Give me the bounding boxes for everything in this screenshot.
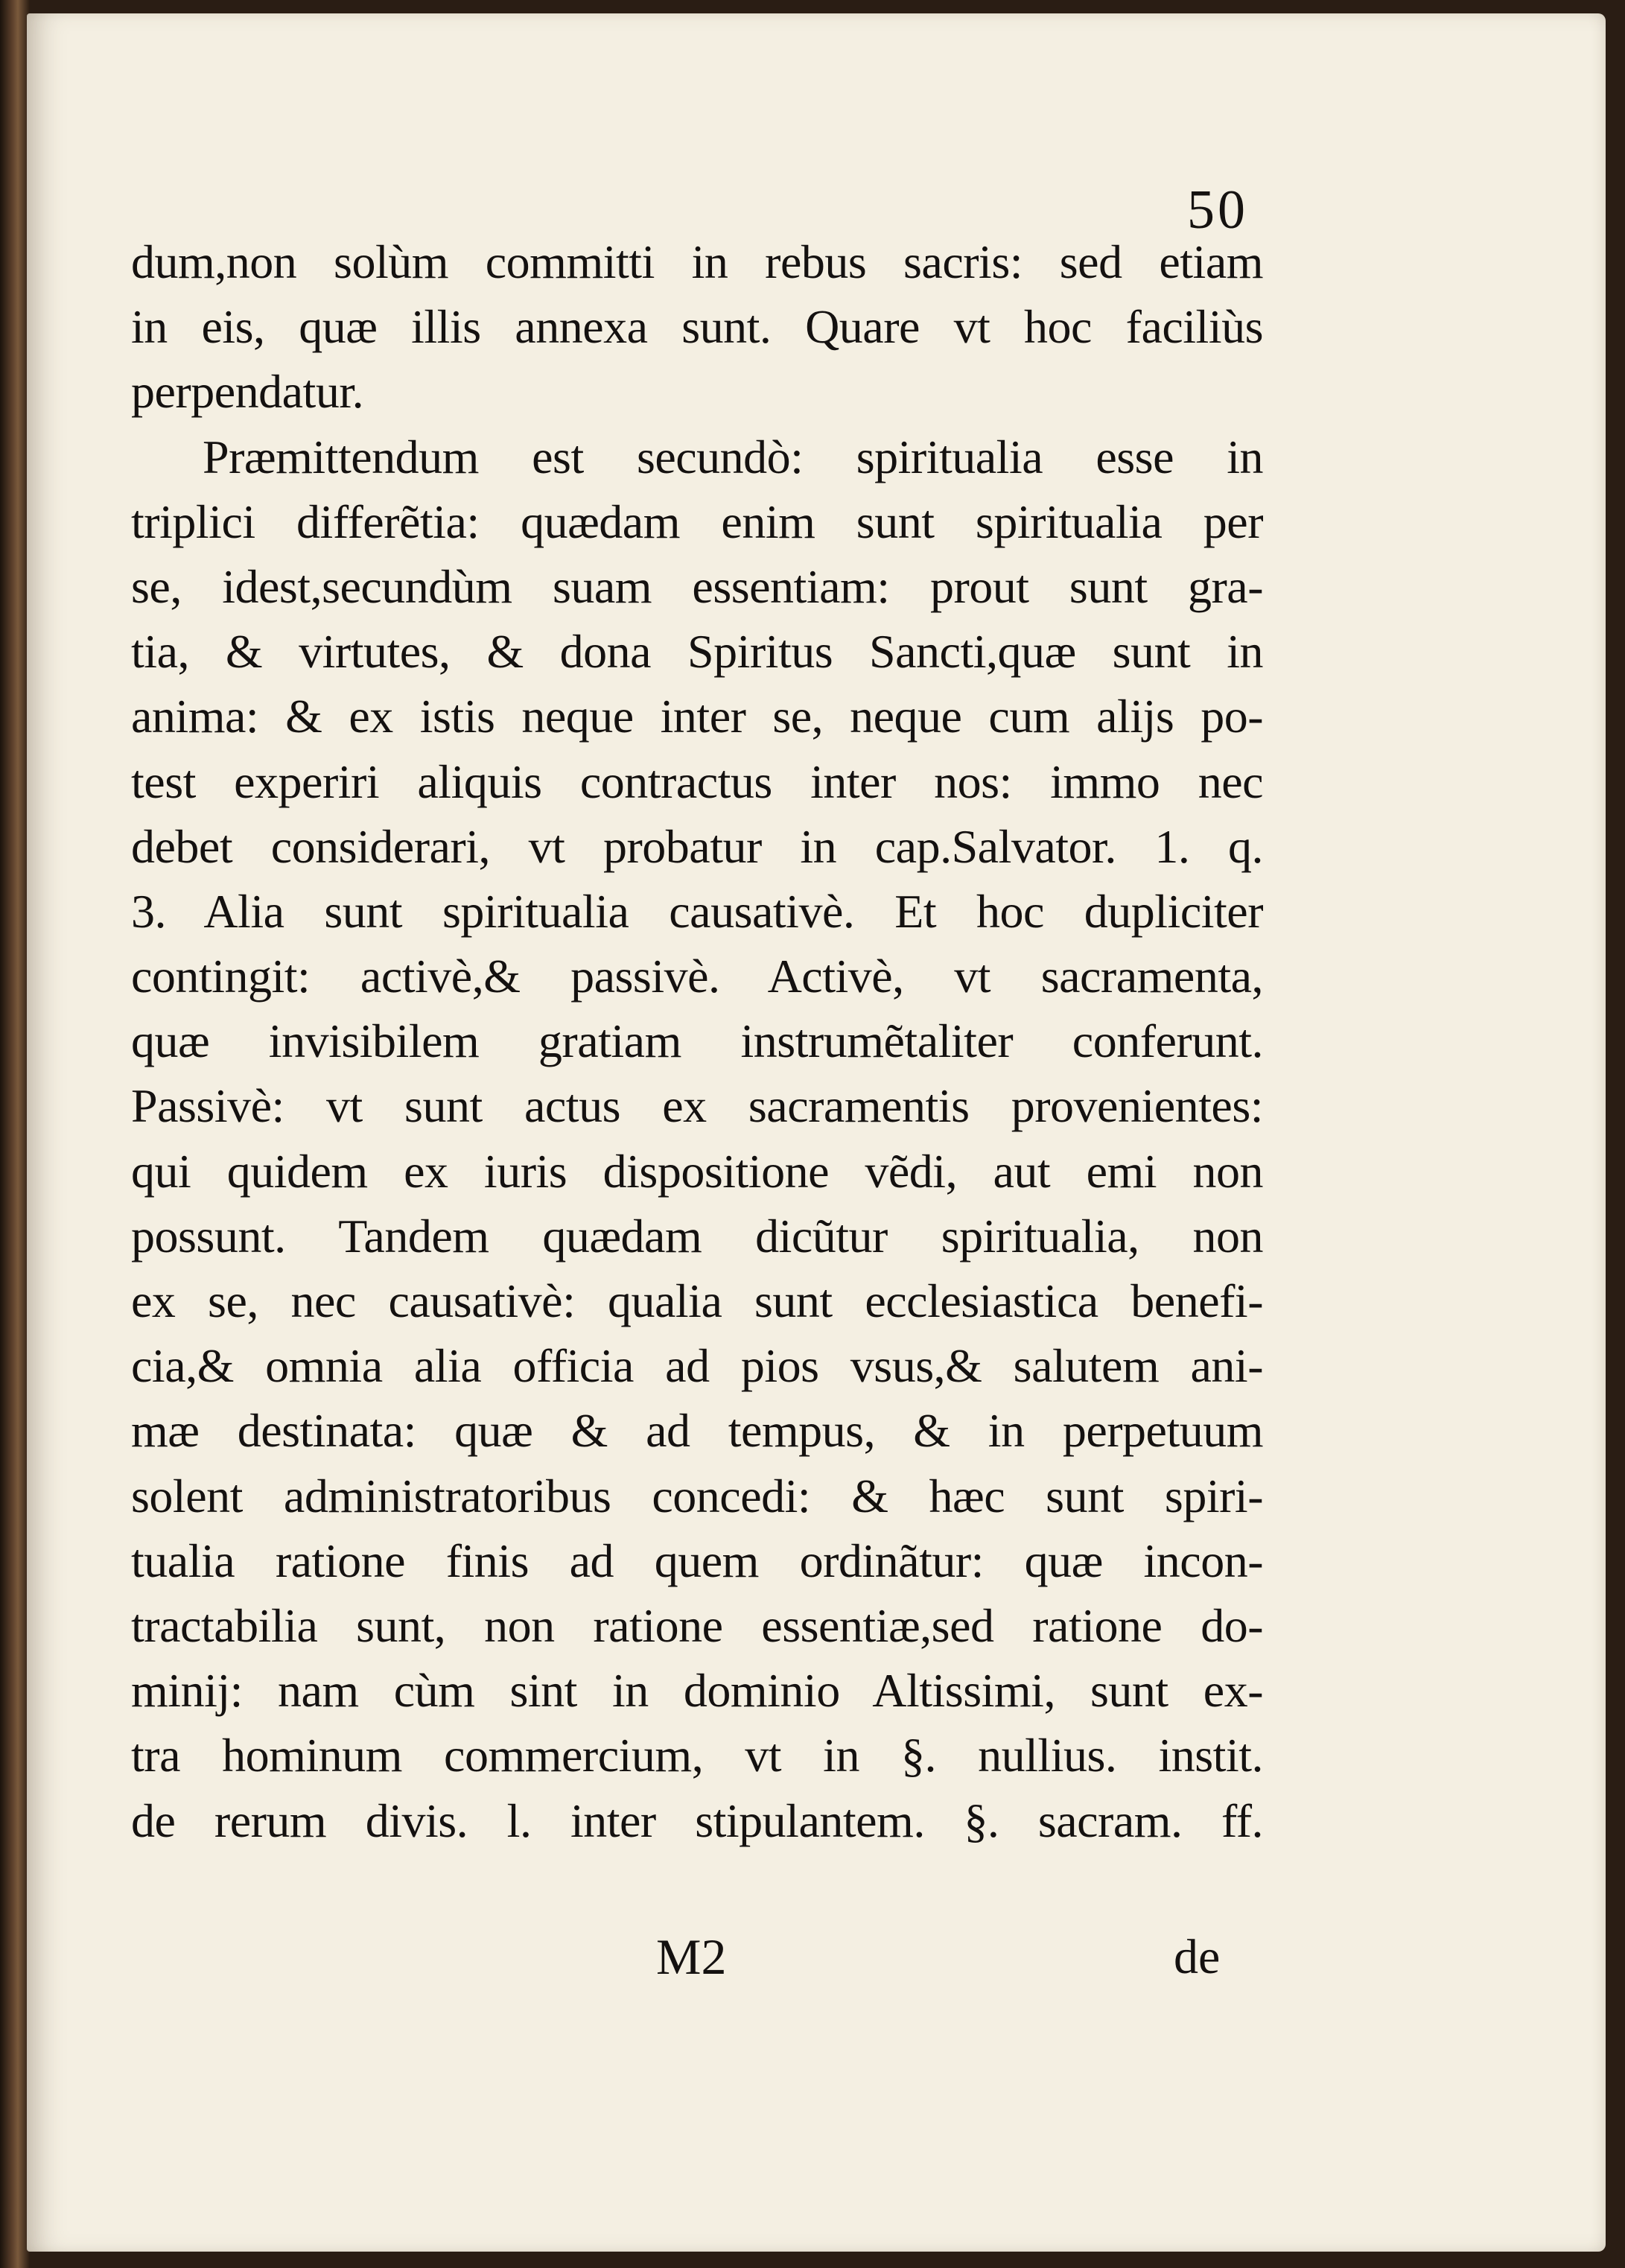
text-line: tra hominum commercium, vt in §. nullius. instit. — [131, 1729, 1263, 1782]
text-line: tualia ratione finis ad quem ordinãtur: quæ incon- — [131, 1534, 1263, 1587]
text-line: se, idest,secundùm suam essentiam: prout sunt gra- — [131, 559, 1263, 613]
text-line: cia,& omnia alia officia ad pios vsus,& salutem ani- — [131, 1339, 1263, 1393]
text-line: anima: & ex istis neque inter se, neque cum alijs po- — [131, 690, 1263, 743]
book-spine — [0, 0, 30, 2268]
text-line: test experiri aliquis contractus inter nos: immo nec — [131, 755, 1263, 808]
catchword: de — [1174, 1930, 1221, 1984]
text-line: dum,non solùm committi in rebus sacris: sed etiam — [131, 235, 1263, 288]
text-line: tia, & virtutes, & dona Spiritus Sancti,quæ sunt in — [131, 625, 1263, 679]
text-line: de rerum divis. l. inter stipulantem. §. sacram. ff. — [131, 1794, 1263, 1847]
text-line: solent administratoribus concedi: & hæc sunt spiri- — [131, 1469, 1263, 1522]
signature-mark: M2 — [656, 1928, 727, 1985]
text-line: perpendatur. — [131, 365, 364, 419]
text-line: qui quidem ex iuris dispositione vẽdi, aut emi non — [131, 1144, 1263, 1198]
text-line: tractabilia sunt, non ratione essentiæ,sed ratione do- — [131, 1598, 1263, 1652]
text-line: mæ destinata: quæ & ad tempus, & in perpetuum — [131, 1404, 1263, 1458]
text-line: 3. Alia sunt spiritualia causativè. Et hoc dupliciter — [131, 884, 1263, 938]
text-line: debet considerari, vt probatur in cap.Salvator. 1. q. — [131, 819, 1263, 873]
book-page — [27, 13, 1606, 2252]
text-line: Præmittendum est secundò: spiritualia esse in — [203, 430, 1263, 483]
body-text — [131, 229, 1263, 1853]
text-line: possunt. Tandem quædam dicũtur spiritualia, non — [131, 1209, 1263, 1262]
page-number: 50 — [1187, 180, 1248, 241]
text-line: quæ invisibilem gratiam instrumẽtaliter conferunt. — [131, 1014, 1263, 1068]
text-line: minij: nam cùm sint in dominio Altissimi, sunt ex- — [131, 1664, 1263, 1718]
text-line: in eis, quæ illis annexa sunt. Quare vt hoc faciliùs — [131, 300, 1263, 354]
text-line: contingit: activè,& passivè. Activè, vt sacramenta, — [131, 950, 1263, 1003]
text-line: triplici differẽtia: quædam enim sunt spiritualia per — [131, 495, 1263, 548]
text-line: ex se, nec causativè: qualia sunt ecclesiastica benefi- — [131, 1274, 1263, 1327]
text-line: Passivè: vt sunt actus ex sacramentis provenientes: — [131, 1079, 1263, 1133]
